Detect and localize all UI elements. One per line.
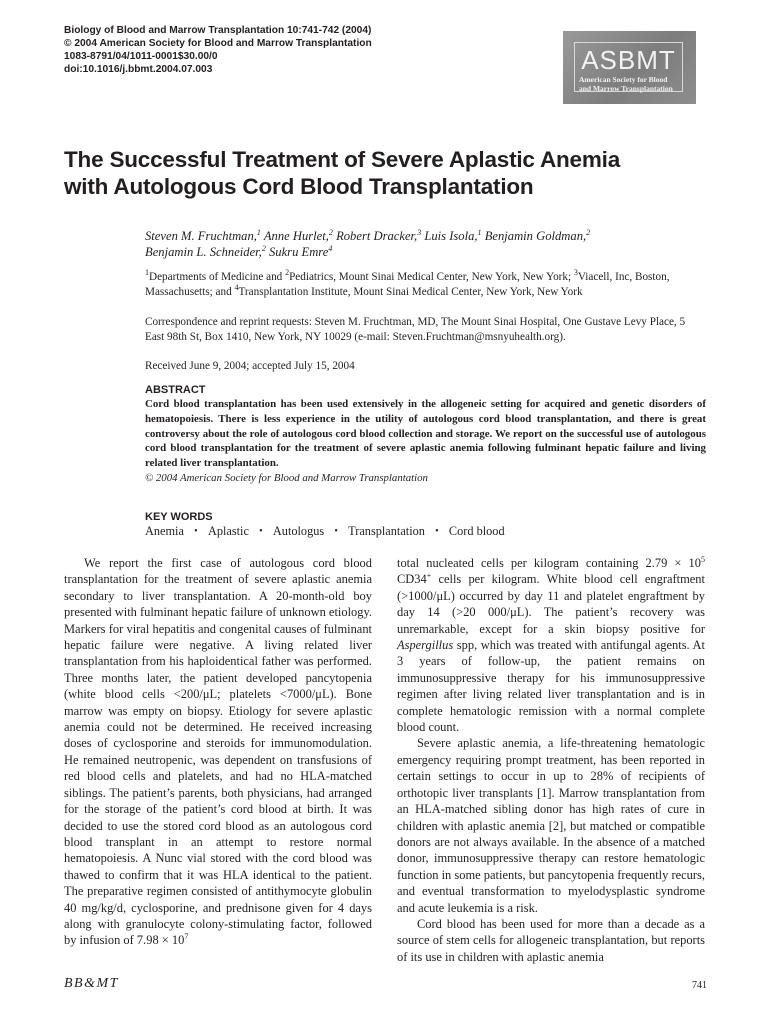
author: Steven M. Fruchtman,$^1$ (145, 228, 261, 243)
affiliations: $^1$Departments of Medicine and $^2$Pediatrics, Mount Sinai Medical Center, New York, New York; $^3$Viacell, Inc, Boston, Massachusetts; and $^4$Transplantation Institute, Mount Sinai Medical Center, New York, New York (145, 268, 670, 298)
body-column-left (64, 555, 372, 949)
author: Sukru Emre$^4$ (268, 244, 333, 259)
keywords-heading: KEY WORDS (145, 511, 213, 523)
paper-title (64, 146, 724, 200)
author: Robert Dracker,$^3$ (336, 228, 422, 243)
bullet-separator: • (334, 526, 338, 537)
keyword: Anemia (145, 524, 184, 538)
logo-acronym: ASBMT (581, 45, 676, 75)
author: Anne Hurlet,$^2$ (263, 228, 333, 243)
title-line: with Autologous Cord Blood Transplantation (64, 174, 534, 199)
doi-line: doi:10.1016/j.bbmt.2004.07.003 (64, 64, 213, 75)
received-dates: Received June 9, 2004; accepted July 15, 2004 (145, 360, 355, 372)
abstract-copyright: © 2004 American Society for Blood and Marrow Transplantation (145, 472, 428, 484)
journal-citation (64, 24, 372, 76)
author: Benjamin Goldman,$^2$ (484, 228, 591, 243)
abstract-text: Cord blood transplantation has been used extensively in the allogeneic setting for acquired and genetic disorders of hematopoiesis. There is less experience in the utility of autologous cord blood transplantation, and there is great controversy about the role of autologous cord blood collection and storage. We report on the successful use of autologous cord blood transplantation for the treatment of severe aplastic anemia following fulminant hepatic failure and living related liver transplantation. (145, 398, 706, 470)
logo-subtitle (579, 76, 680, 93)
keyword: Autologus (272, 524, 325, 538)
logo-frame (574, 42, 683, 92)
copyright-line: © 2004 American Society for Blood and Marrow Transplantation (64, 38, 372, 49)
keyword: Cord blood (448, 524, 505, 538)
author: Luis Isola,$^1$ (424, 228, 482, 243)
keyword: Transplantation (348, 524, 425, 538)
bullet-separator: • (259, 526, 263, 537)
author: Benjamin L. Schneider,$^2$ (145, 244, 266, 259)
body-column-right (397, 555, 705, 965)
body-paragraph: Cord blood has been used for more than a decade as a source of stem cells for allogeneic transplantation, but reports of its use in children with aplastic anemia (397, 916, 705, 964)
title-line: The Successful Treatment of Severe Aplastic Anemia (64, 147, 621, 172)
journal-citation-line: Biology of Blood and Marrow Transplantation 10:741-742 (2004) (64, 25, 372, 36)
logo-subtitle-line: and Marrow Transplantation (579, 83, 673, 93)
page-number: 741 (692, 980, 707, 991)
body-paragraph: Severe aplastic anemia, a life-threatening hematologic emergency requiring prompt treatment, has been reported in certain settings to occur in up to 28% of recipients of orthotopic liver transplants [1]. Marrow transplantation from an HLA-matched sibling donor has high rates of cure in children with aplastic anemia [2], but matched or compatible donors are not always available. In the absence of a matched donor, immunosuppressive therapy can restore hematologic function in some patients, but pancytopenia frequently recurs, and eventual transformation to myelodysplastic syndrome and acute leukemia is a risk. (397, 736, 705, 915)
author-list (145, 228, 705, 260)
keywords-list (145, 524, 705, 539)
bullet-separator: • (194, 526, 198, 537)
logo-subtitle-line: American Society for Blood (579, 75, 668, 84)
body-paragraph: We report the first case of autologous cord blood transplantation for the treatment of severe aplastic anemia secondary to liver transplantation. A 20-month-old boy presented with fulminant hepatic failure of unknown etiology. Markers for viral hepatitis and congenital causes of fulminant hepatic failure were negative. A living related liver transplantation from his haploidentical father was performed. Three months later, the patient developed pancytopenia (white blood cells <200/μL; platelets <7000/μL). Bone marrow was empty on biopsy. Etiology for severe aplastic anemia could not be determined. He received increasing doses of cyclosporine and steroids for immunomodulation. He remained neutropenic, was dependent on transfusions of red blood cells and platelets, and had no HLA-matched siblings. The patient’s parents, both physicians, had arranged for the storage of the patient’s cord blood at birth. It was decided to use the stored cord blood as an autologous cord blood transplant in an attempt to restore normal hematopoiesis. A Nunc vial stored with the cord blood was thawed to confirm that it was HLA identical to the patient. The preparative regimen consisted of antithymocyte globulin 40 mg/kg/d, cyclosporine, and prednisone given for 4 days along with granulocyte colony-stimulating factor, followed by infusion of $7.98 \times 10^7$ (64, 556, 372, 948)
correspondence: Correspondence and reprint requests: Steven M. Fruchtman, MD, The Mount Sinai Hospital, One Gustave Levy Place, 5 East 98th St, Box 1410, New York, NY 10029 (e-mail: Steven.Fruchtman@msnyuhealth.org). (145, 316, 686, 343)
asbmt-logo (563, 31, 696, 104)
issn-line: 1083-8791/04/1011-0001$30.00/0 (64, 51, 218, 62)
journal-abbreviation: BB&MT (64, 976, 119, 991)
abstract-heading: ABSTRACT (145, 384, 206, 396)
body-paragraph: total nucleated cells per kilogram containing $2.79 \times 10^5$ CD34+ cells per kilogram. White blood cell engraftment (>1000/μL) occurred by day 11 and platelet engraftment by day 14 (>20 000/μL). The patient’s recovery was unremarkable, except for a skin biopsy positive for Aspergillus spp, which was treated with antifungal agents. At 3 years of follow-up, the patient remains on immunosuppressive therapy for his immunosuppressive regimen after living related liver transplantation and is in complete hematologic remission with a normal complete blood count. (397, 555, 705, 735)
bullet-separator: • (435, 526, 439, 537)
keyword: Aplastic (207, 524, 249, 538)
